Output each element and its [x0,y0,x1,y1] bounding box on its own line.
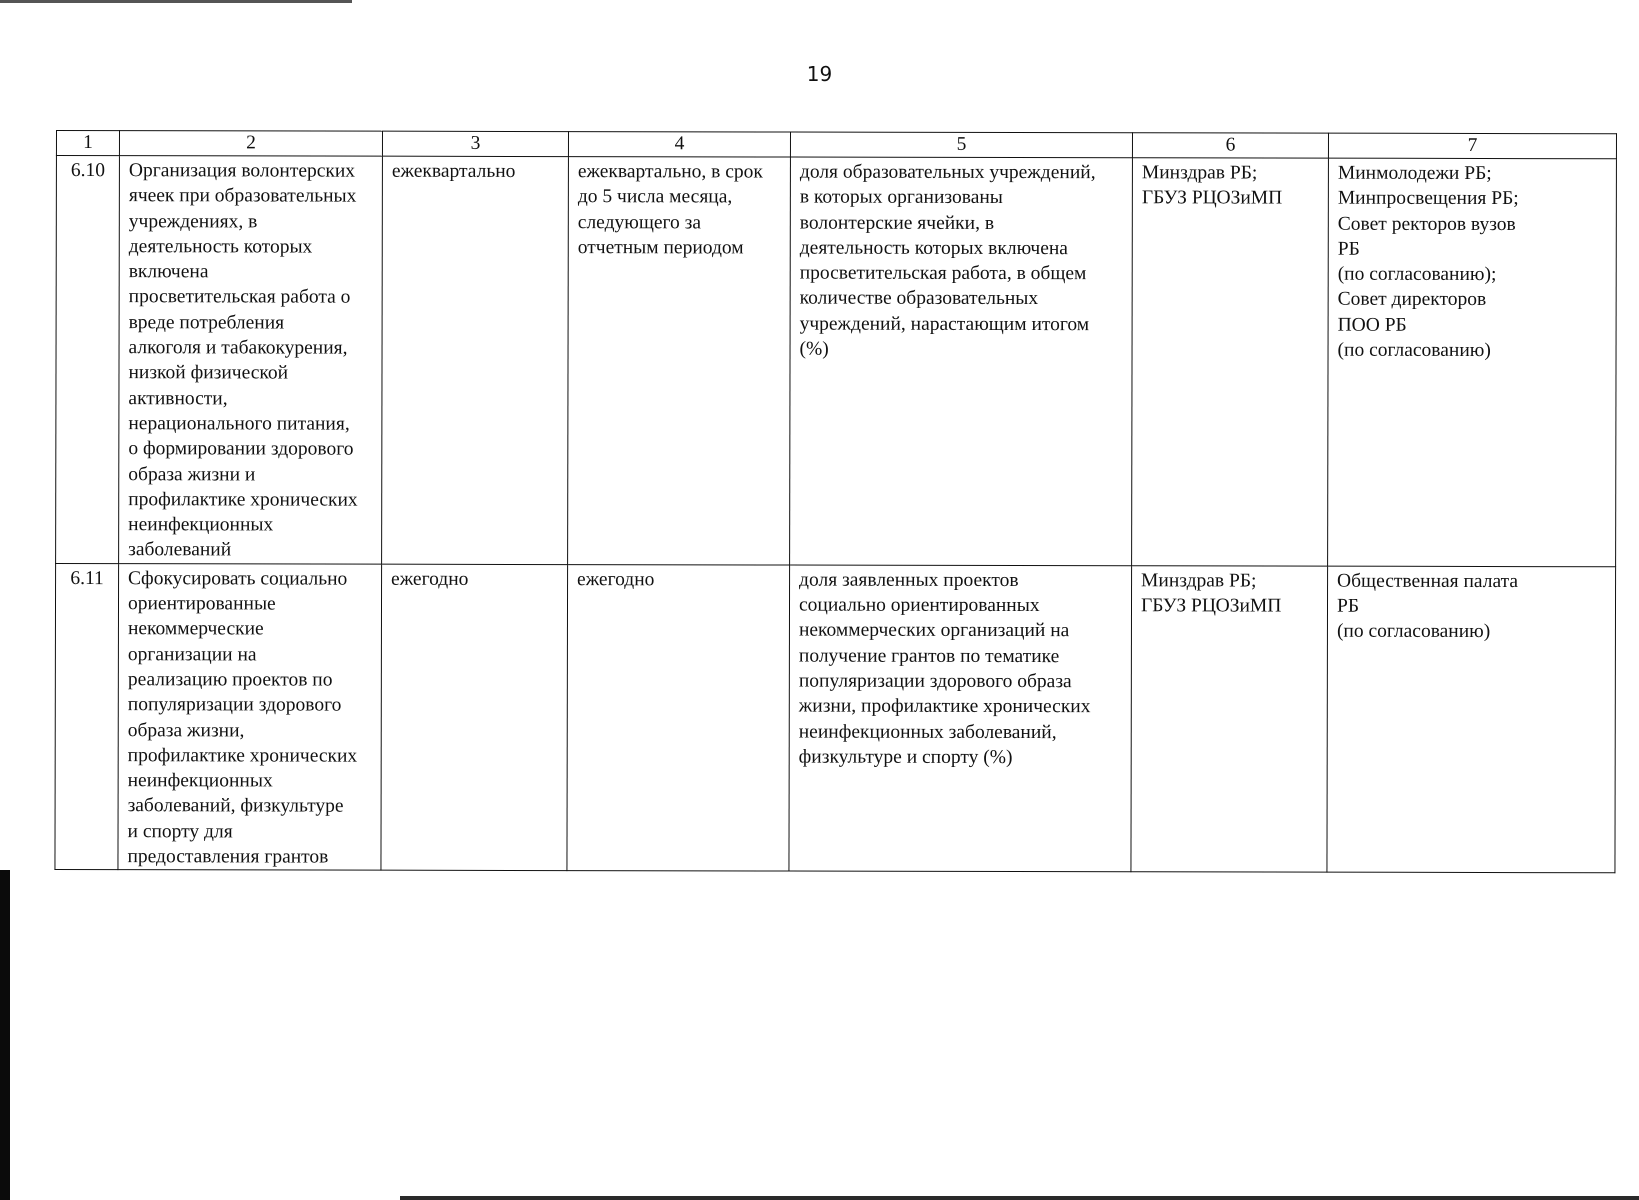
plan-table [54,130,1617,874]
text-line: РБ [1336,595,1360,617]
text-line: ГБУЗ РЦОЗиМП [1141,187,1283,209]
text-line: предоставления грантов [127,846,329,868]
text-line: (%) [799,338,829,360]
text-line: некоммерческих организаций на [798,619,1070,642]
indicator-cell [790,157,1133,565]
text-line: социально ориентированных [798,594,1040,617]
text-line: неинфекционных [128,514,274,536]
text-line: заболеваний, физкультуре [127,795,344,818]
periodicity-cell [382,156,569,564]
text-line: (по согласованию) [1336,621,1491,643]
text-line: включена [128,261,209,283]
text-line: деятельность которых включена [799,237,1069,260]
column-header: 7 [1328,133,1616,159]
text-line: Сфокусировать социально [128,567,348,590]
column-header: 4 [568,132,790,157]
text-line: (по согласованию); [1337,263,1497,286]
text-line: Минпросвещения РБ; [1337,187,1519,210]
text-line: нерационального питания, [128,413,350,435]
text-line: просветительская работа, в общем [799,262,1087,285]
table-row [56,156,1617,567]
column-header: 2 [119,131,382,157]
scan-edge-top [0,0,352,3]
table-row [55,563,1616,873]
text-line: Организация волонтерских [128,160,356,182]
text-line: следующего за [577,211,702,233]
activity-cell [119,156,383,564]
text-line: учреждениях, в [128,210,258,233]
column-number-row [56,131,1616,159]
text-line: неинфекционных [127,770,273,792]
text-line: в которых организованы [799,186,1003,209]
text-line: активности, [128,387,228,410]
text-line: Минмолодежи РБ; [1337,162,1492,185]
text-line: профилактике хронических [128,489,358,511]
activity-cell [118,563,382,870]
text-line: жизни, профилактике хронических [798,695,1091,718]
text-line: алкоголя и табакокурения, [128,337,348,359]
page-number: 19 [806,62,833,86]
text-line: деятельность которых [128,236,313,258]
text-line: количестве образовательных [799,288,1039,310]
partners-cell [1327,566,1616,873]
text-line: до 5 числа месяца, [577,186,733,208]
text-line: волонтерские ячейки, в [799,212,995,234]
text-line: реализацию проектов по [127,669,333,691]
text-line: популяризации здорового [127,694,342,716]
text-line: ежегодно [391,568,469,590]
column-header: 3 [382,131,568,156]
partners-cell [1328,158,1617,566]
text-line: просветительская работа о [128,286,351,309]
text-line: низкой физической [128,362,289,384]
column-header: 6 [1132,133,1328,158]
text-line: о формировании здорового [128,438,354,460]
text-line: Минздрав РБ; [1141,162,1258,184]
text-line: учреждений, нарастающим итогом [799,313,1090,335]
text-line: неинфекционных заболеваний, [798,721,1057,743]
responsible-cell [1132,158,1329,566]
text-line: (по согласованию) [1337,339,1491,362]
text-line: доля образовательных учреждений, [799,161,1096,184]
text-line: Совет ректоров вузов [1337,213,1516,235]
reporting-deadline-cell [567,564,790,871]
text-line: ежеквартально, в срок [577,161,763,183]
text-line: физкультуре и спорту (%) [798,746,1013,768]
column-header: 5 [790,132,1132,158]
text-line: ПОО РБ [1337,314,1407,336]
text-line: ориентированные [127,593,276,615]
text-line: вреде потребления [128,311,285,334]
text-line: ячеек при образовательных [128,185,357,207]
text-line: профилактике хронических [127,744,358,767]
text-line: доля заявленных проектов [799,569,1019,591]
responsible-cell [1131,566,1328,873]
text-line: ежеквартально [391,160,516,182]
text-line: отчетным периодом [577,236,744,259]
text-line: РБ [1337,238,1360,260]
text-line: некоммерческие [127,618,264,640]
text-line: Общественная палата [1337,570,1519,592]
text-line: и спорту для [127,820,233,843]
text-line: образа жизни и [128,463,256,485]
text-line: образа жизни, [127,719,245,741]
row-number-cell: 6.11 [55,563,119,870]
text-line: организации на [127,643,257,666]
text-line: ГБУЗ РЦОЗиМП [1140,595,1282,617]
text-line: Совет директоров [1337,289,1487,311]
reporting-deadline-cell [568,157,791,565]
scan-edge-bottom [400,1196,1639,1200]
column-header: 1 [56,131,119,156]
text-line: популяризации здорового образа [798,670,1072,693]
row-number-cell: 6.10 [56,156,120,564]
text-line: Минздрав РБ; [1141,570,1257,592]
text-line: получение грантов по тематике [798,645,1060,667]
table-body [55,156,1616,874]
text-line: заболеваний [128,539,232,561]
indicator-cell [789,565,1132,872]
periodicity-cell [381,564,568,871]
scan-edge-left [0,870,10,1200]
text-line: ежегодно [577,568,655,591]
